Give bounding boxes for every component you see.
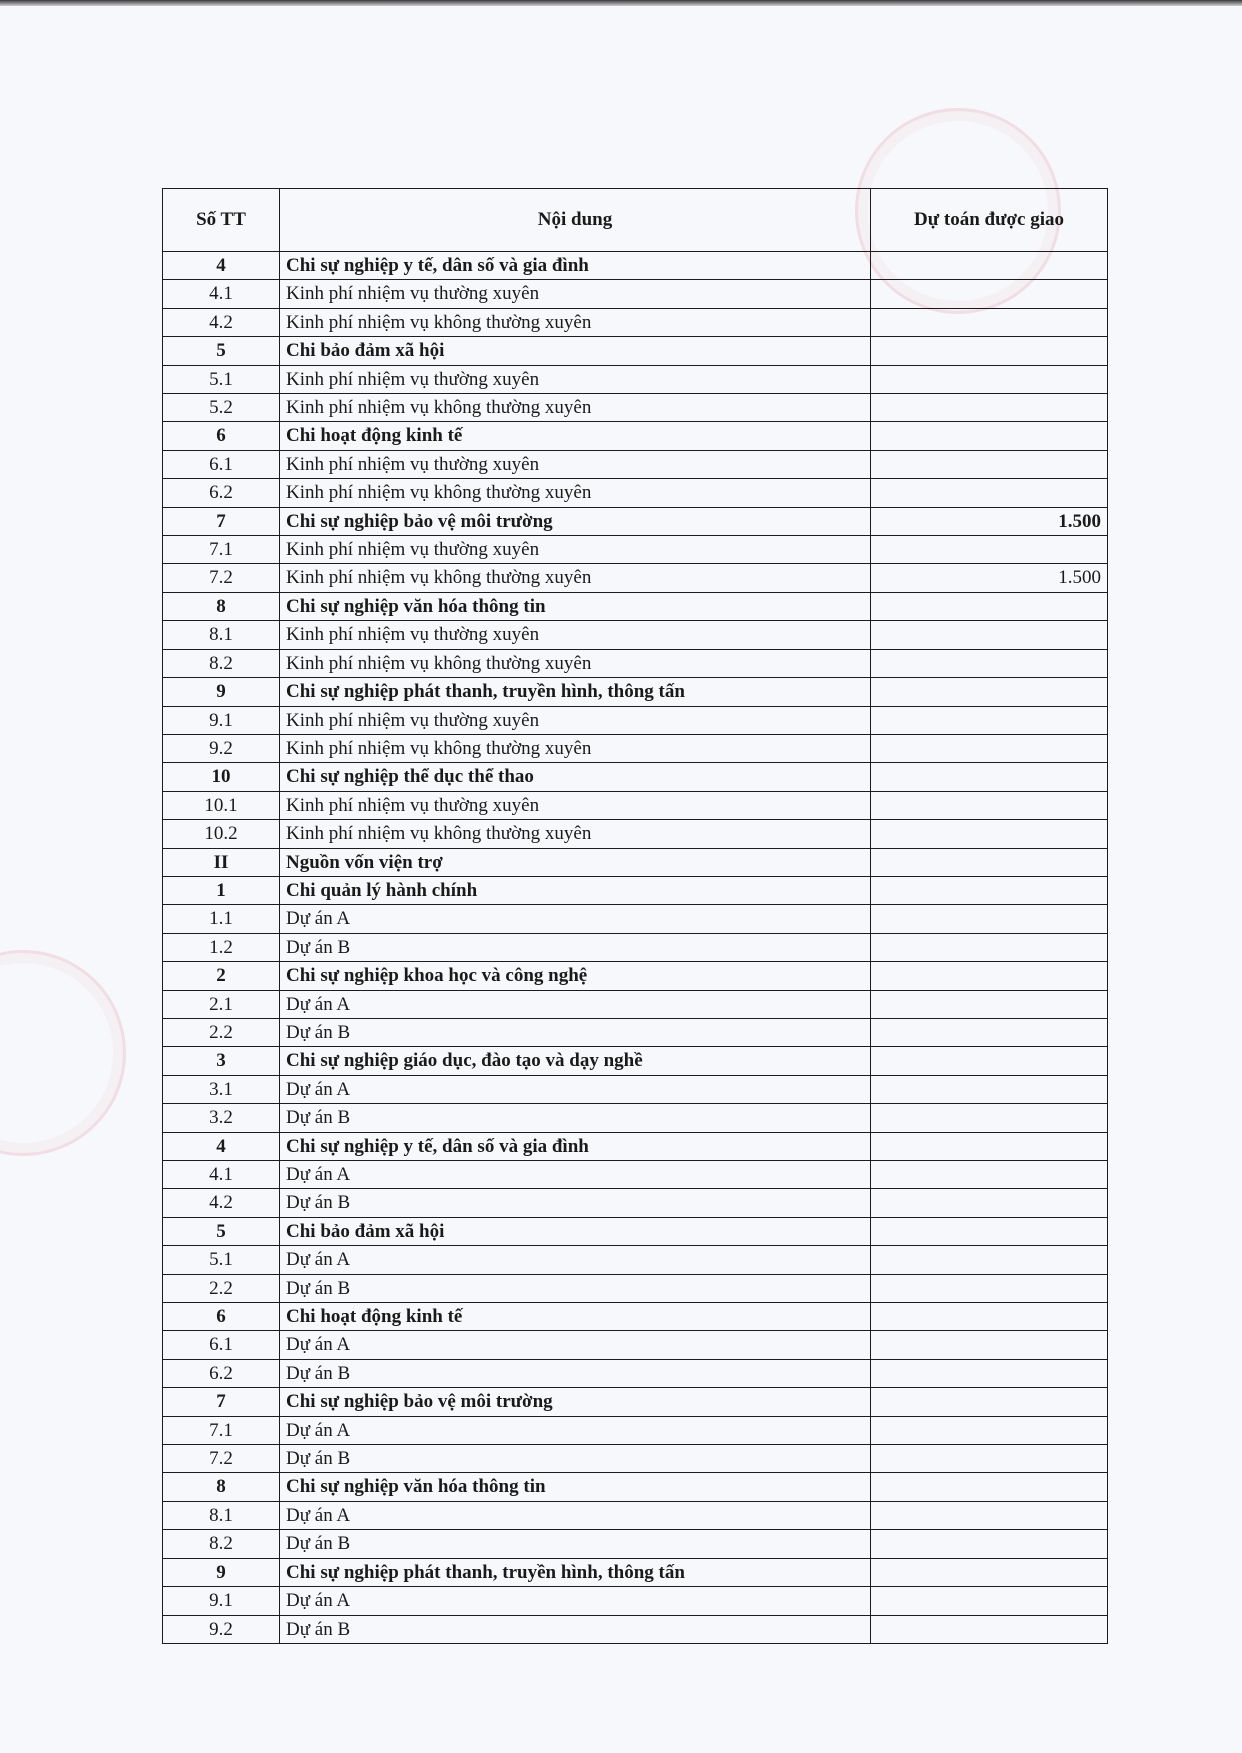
row-content: Chi sự nghiệp phát thanh, truyền hình, thông tấn [280, 1558, 871, 1586]
row-amount [871, 734, 1108, 762]
row-content: Dự án A [280, 1161, 871, 1189]
row-amount [871, 1132, 1108, 1160]
row-amount: 1.500 [871, 507, 1108, 535]
row-amount [871, 1359, 1108, 1387]
table-row [163, 848, 1108, 876]
row-stt: 7.2 [163, 1445, 280, 1473]
row-stt: 8.1 [163, 621, 280, 649]
row-amount [871, 1388, 1108, 1416]
table-row [163, 1075, 1108, 1103]
row-amount [871, 933, 1108, 961]
row-content: Kinh phí nhiệm vụ không thường xuyên [280, 564, 871, 592]
row-content: Kinh phí nhiệm vụ thường xuyên [280, 791, 871, 819]
row-amount [871, 1246, 1108, 1274]
row-content: Dự án A [280, 1501, 871, 1529]
row-stt: 4.2 [163, 1189, 280, 1217]
row-amount [871, 678, 1108, 706]
row-stt: 3.2 [163, 1104, 280, 1132]
row-content: Chi bảo đảm xã hội [280, 1217, 871, 1245]
table-row [163, 763, 1108, 791]
row-stt: 4 [163, 252, 280, 280]
row-stt: 3.1 [163, 1075, 280, 1103]
row-stt: 9 [163, 678, 280, 706]
table-row [163, 1473, 1108, 1501]
row-stt: 6.1 [163, 450, 280, 478]
row-content: Dự án B [280, 1445, 871, 1473]
row-stt: 7.1 [163, 536, 280, 564]
row-amount [871, 791, 1108, 819]
row-content: Chi hoạt động kinh tế [280, 1303, 871, 1331]
row-amount [871, 1587, 1108, 1615]
table-row [163, 1331, 1108, 1359]
table-row [163, 1132, 1108, 1160]
row-stt: 2.2 [163, 1274, 280, 1302]
table-row [163, 1388, 1108, 1416]
row-amount [871, 1018, 1108, 1046]
row-content: Chi hoạt động kinh tế [280, 422, 871, 450]
row-stt: 6 [163, 1303, 280, 1331]
row-amount [871, 1217, 1108, 1245]
row-stt: 9.1 [163, 1587, 280, 1615]
row-content: Dự án B [280, 1189, 871, 1217]
row-amount [871, 1303, 1108, 1331]
table-row [163, 536, 1108, 564]
row-stt: 10.1 [163, 791, 280, 819]
row-amount [871, 394, 1108, 422]
row-content: Dự án A [280, 1075, 871, 1103]
table-row [163, 706, 1108, 734]
row-amount [871, 990, 1108, 1018]
row-stt: 8.2 [163, 1530, 280, 1558]
row-stt: 6 [163, 422, 280, 450]
table-row [163, 649, 1108, 677]
row-content: Dự án B [280, 1530, 871, 1558]
row-content: Chi sự nghiệp bảo vệ môi trường [280, 507, 871, 535]
row-content: Chi quản lý hành chính [280, 876, 871, 904]
row-amount [871, 1615, 1108, 1643]
table-row [163, 1530, 1108, 1558]
row-content: Kinh phí nhiệm vụ thường xuyên [280, 365, 871, 393]
row-amount [871, 1161, 1108, 1189]
row-amount [871, 308, 1108, 336]
row-stt: 9 [163, 1558, 280, 1586]
row-amount [871, 536, 1108, 564]
table-header [163, 189, 1108, 252]
table-row [163, 933, 1108, 961]
row-amount [871, 450, 1108, 478]
table-row [163, 422, 1108, 450]
table-row [163, 1303, 1108, 1331]
table-row [163, 1246, 1108, 1274]
header-row [163, 189, 1108, 252]
header-stt: Số TT [163, 189, 280, 252]
row-stt: 4 [163, 1132, 280, 1160]
table-row [163, 1217, 1108, 1245]
row-amount [871, 1416, 1108, 1444]
table-row [163, 564, 1108, 592]
row-amount [871, 337, 1108, 365]
table-row [163, 1189, 1108, 1217]
row-stt: 5.2 [163, 394, 280, 422]
table-row [163, 1445, 1108, 1473]
row-amount [871, 1473, 1108, 1501]
header-content: Nội dung [280, 189, 871, 252]
table-row [163, 280, 1108, 308]
row-content: Dự án A [280, 990, 871, 1018]
row-content: Chi sự nghiệp thể dục thể thao [280, 763, 871, 791]
row-stt: 8.2 [163, 649, 280, 677]
row-content: Chi sự nghiệp giáo dục, đào tạo và dạy nghề [280, 1047, 871, 1075]
row-content: Dự án B [280, 1104, 871, 1132]
table-body [163, 252, 1108, 1644]
row-amount [871, 820, 1108, 848]
table-row [163, 1047, 1108, 1075]
row-amount [871, 1331, 1108, 1359]
row-stt: 5 [163, 337, 280, 365]
row-stt: 2.2 [163, 1018, 280, 1046]
table-row [163, 592, 1108, 620]
row-stt: 2.1 [163, 990, 280, 1018]
table-row [163, 1501, 1108, 1529]
table-row [163, 394, 1108, 422]
row-content: Dự án B [280, 933, 871, 961]
row-amount [871, 1501, 1108, 1529]
table-row [163, 365, 1108, 393]
row-stt: 7.1 [163, 1416, 280, 1444]
row-content: Kinh phí nhiệm vụ không thường xuyên [280, 308, 871, 336]
row-stt: 5.1 [163, 1246, 280, 1274]
table-row [163, 990, 1108, 1018]
table-row [163, 876, 1108, 904]
row-content: Chi sự nghiệp phát thanh, truyền hình, thông tấn [280, 678, 871, 706]
row-content: Dự án B [280, 1359, 871, 1387]
table-row [163, 337, 1108, 365]
row-stt: 4.1 [163, 280, 280, 308]
row-amount [871, 479, 1108, 507]
table-row [163, 820, 1108, 848]
table-row [163, 962, 1108, 990]
table-row [163, 1558, 1108, 1586]
table-row [163, 1104, 1108, 1132]
table-row [163, 1018, 1108, 1046]
table-row [163, 1161, 1108, 1189]
row-content: Dự án A [280, 1587, 871, 1615]
row-content: Kinh phí nhiệm vụ không thường xuyên [280, 734, 871, 762]
row-amount [871, 365, 1108, 393]
row-stt: 9.2 [163, 734, 280, 762]
row-content: Kinh phí nhiệm vụ thường xuyên [280, 621, 871, 649]
row-stt: 6.2 [163, 1359, 280, 1387]
row-stt: 6.2 [163, 479, 280, 507]
row-stt: 1.2 [163, 933, 280, 961]
row-stt: 5.1 [163, 365, 280, 393]
row-stt: 7 [163, 507, 280, 535]
table-row [163, 678, 1108, 706]
row-amount [871, 763, 1108, 791]
table-row [163, 1359, 1108, 1387]
row-stt: 10.2 [163, 820, 280, 848]
table-row [163, 1274, 1108, 1302]
row-amount [871, 1530, 1108, 1558]
scan-edge [0, 0, 1242, 6]
row-stt: 5 [163, 1217, 280, 1245]
row-content: Dự án B [280, 1615, 871, 1643]
row-stt: 7.2 [163, 564, 280, 592]
row-amount [871, 649, 1108, 677]
row-stt: 3 [163, 1047, 280, 1075]
table-row [163, 621, 1108, 649]
row-stt: 6.1 [163, 1331, 280, 1359]
table-row [163, 905, 1108, 933]
row-amount [871, 905, 1108, 933]
row-amount [871, 280, 1108, 308]
row-amount [871, 962, 1108, 990]
row-content: Chi bảo đảm xã hội [280, 337, 871, 365]
row-amount [871, 876, 1108, 904]
row-content: Kinh phí nhiệm vụ không thường xuyên [280, 394, 871, 422]
row-content: Dự án A [280, 1331, 871, 1359]
row-stt: 1 [163, 876, 280, 904]
row-stt: 10 [163, 763, 280, 791]
row-amount [871, 706, 1108, 734]
row-stt: 1.1 [163, 905, 280, 933]
table-row [163, 1416, 1108, 1444]
budget-table [162, 188, 1108, 1644]
row-content: Chi sự nghiệp y tế, dân số và gia đình [280, 1132, 871, 1160]
row-stt: 4.2 [163, 308, 280, 336]
row-stt: 8 [163, 592, 280, 620]
row-amount [871, 621, 1108, 649]
table-row [163, 791, 1108, 819]
table-row [163, 479, 1108, 507]
row-stt: 9.1 [163, 706, 280, 734]
row-stt: 7 [163, 1388, 280, 1416]
row-amount [871, 1189, 1108, 1217]
table-row [163, 252, 1108, 280]
table-row [163, 308, 1108, 336]
table-row [163, 1615, 1108, 1643]
row-stt: 8.1 [163, 1501, 280, 1529]
row-content: Nguồn vốn viện trợ [280, 848, 871, 876]
row-amount [871, 252, 1108, 280]
row-content: Kinh phí nhiệm vụ thường xuyên [280, 280, 871, 308]
row-stt: 9.2 [163, 1615, 280, 1643]
row-amount [871, 592, 1108, 620]
row-content: Kinh phí nhiệm vụ thường xuyên [280, 706, 871, 734]
seal-stamp-watermark-left [0, 950, 126, 1156]
row-content: Dự án A [280, 1416, 871, 1444]
row-content: Kinh phí nhiệm vụ không thường xuyên [280, 649, 871, 677]
table-row [163, 450, 1108, 478]
row-amount [871, 1274, 1108, 1302]
row-amount [871, 1047, 1108, 1075]
row-content: Chi sự nghiệp văn hóa thông tin [280, 1473, 871, 1501]
row-amount [871, 1558, 1108, 1586]
row-content: Dự án A [280, 905, 871, 933]
row-amount: 1.500 [871, 564, 1108, 592]
row-amount [871, 1075, 1108, 1103]
header-amount: Dự toán được giao [871, 189, 1108, 252]
row-content: Kinh phí nhiệm vụ thường xuyên [280, 536, 871, 564]
row-content: Kinh phí nhiệm vụ không thường xuyên [280, 820, 871, 848]
row-amount [871, 1104, 1108, 1132]
row-content: Dự án B [280, 1274, 871, 1302]
table-row [163, 734, 1108, 762]
row-content: Dự án B [280, 1018, 871, 1046]
row-content: Chi sự nghiệp y tế, dân số và gia đình [280, 252, 871, 280]
row-amount [871, 422, 1108, 450]
row-content: Kinh phí nhiệm vụ không thường xuyên [280, 479, 871, 507]
row-content: Kinh phí nhiệm vụ thường xuyên [280, 450, 871, 478]
row-amount [871, 1445, 1108, 1473]
row-content: Dự án A [280, 1246, 871, 1274]
row-stt: 8 [163, 1473, 280, 1501]
table-row [163, 507, 1108, 535]
row-stt: II [163, 848, 280, 876]
row-stt: 2 [163, 962, 280, 990]
row-content: Chi sự nghiệp văn hóa thông tin [280, 592, 871, 620]
row-amount [871, 848, 1108, 876]
row-content: Chi sự nghiệp khoa học và công nghệ [280, 962, 871, 990]
table-row [163, 1587, 1108, 1615]
row-content: Chi sự nghiệp bảo vệ môi trường [280, 1388, 871, 1416]
row-stt: 4.1 [163, 1161, 280, 1189]
